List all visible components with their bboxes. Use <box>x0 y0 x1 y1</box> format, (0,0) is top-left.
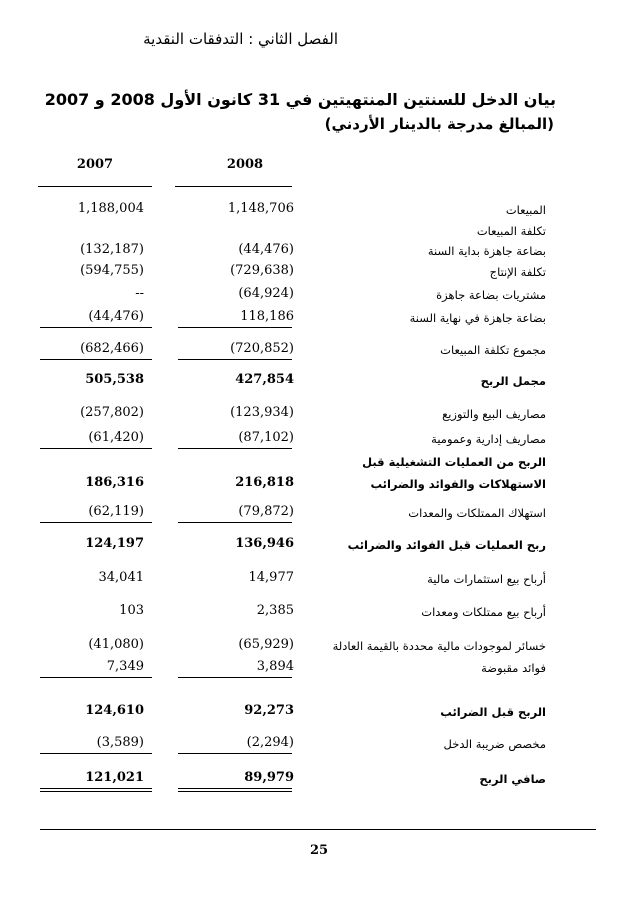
value-2007: 505,538 <box>85 372 144 387</box>
subtotal-rule-2008 <box>178 677 292 678</box>
value-2008: (44,476) <box>238 242 294 257</box>
subtotal-rule-2007 <box>40 522 152 523</box>
row-label: مشتريات بضاعة جاهزة <box>436 288 546 302</box>
value-2007: (62,119) <box>88 504 144 519</box>
value-2008: (729,638) <box>230 263 294 278</box>
value-2007: -- <box>135 286 144 301</box>
value-2007: 124,197 <box>85 536 144 551</box>
value-2008: (65,929) <box>238 637 294 652</box>
subtotal-rule-2008 <box>178 327 292 328</box>
row-label: المبيعات <box>505 203 546 217</box>
row-label: صافي الربح <box>479 772 546 786</box>
footer-rule <box>40 829 596 830</box>
subtotal-rule-2007 <box>40 677 152 678</box>
subtotal-rule-2007 <box>40 327 152 328</box>
row-label: الربح من العمليات التشغيلية قبل <box>362 455 546 469</box>
row-label: بضاعة جاهزة في نهاية السنة <box>409 311 546 325</box>
value-2008: (123,934) <box>230 405 294 420</box>
value-2007: (132,187) <box>80 242 144 257</box>
row-label: تكلفة المبيعات <box>476 224 546 238</box>
value-2007: 7,349 <box>106 659 144 674</box>
value-2007: 124,610 <box>85 703 144 718</box>
column-header-2008: 2008 <box>226 157 264 172</box>
value-2008: (79,872) <box>238 504 294 519</box>
value-2007: 186,316 <box>85 475 144 490</box>
row-label: استهلاك الممتلكات والمعدات <box>408 506 546 520</box>
value-2007: 103 <box>119 603 144 618</box>
value-2008: 1,148,706 <box>227 201 294 216</box>
row-label: أرباح بيع استثمارات مالية <box>427 572 546 586</box>
chapter-heading: الفصل الثاني : التدفقات النقدية <box>143 30 338 48</box>
value-2008: 136,946 <box>235 536 294 551</box>
row-label: بضاعة جاهزة بداية السنة <box>427 244 546 258</box>
row-label: مجمل الربح <box>480 374 546 388</box>
subtotal-rule-2008 <box>178 753 292 754</box>
value-2008: 427,854 <box>235 372 294 387</box>
value-2007: (682,466) <box>80 341 144 356</box>
row-label: مجموع تكلفة المبيعات <box>440 343 546 357</box>
row-label: أرباح بيع ممتلكات ومعدات <box>421 605 546 619</box>
value-2008: 89,979 <box>244 770 294 785</box>
row-label: مصاريف البيع والتوزيع <box>442 407 546 421</box>
subtotal-rule-2008 <box>178 359 292 360</box>
value-2007: (41,080) <box>88 637 144 652</box>
subtotal-rule-2008 <box>178 522 292 523</box>
subtotal-rule-2007 <box>40 448 152 449</box>
column-header-2007: 2007 <box>76 157 114 172</box>
value-2008: (64,924) <box>238 286 294 301</box>
row-label: فوائد مقبوضة <box>481 661 546 675</box>
value-2007: (257,802) <box>80 405 144 420</box>
subtotal-rule-2007 <box>40 753 152 754</box>
value-2008: (87,102) <box>238 430 294 445</box>
row-label: تكلفة الإنتاج <box>489 265 546 279</box>
row-label: خسائر لموجودات مالية محددة بالقيمة العادلة <box>332 639 546 653</box>
value-2007: (594,755) <box>80 263 144 278</box>
column-header-rule-2008 <box>175 186 292 187</box>
total-double-rule-2008 <box>178 788 292 792</box>
value-2008: 3,894 <box>256 659 294 674</box>
value-2007: 121,021 <box>85 770 144 785</box>
value-2007: (44,476) <box>88 309 144 324</box>
statement-subtitle: (المبالغ مدرجة بالدينار الأردني) <box>324 115 554 133</box>
row-label: ربح العمليات قبل الفوائد والضرائب <box>347 538 546 552</box>
value-2008: 2,385 <box>256 603 294 618</box>
row-label: الربح قبل الضرائب <box>440 705 546 719</box>
value-2007: 1,188,004 <box>77 201 144 216</box>
row-label: الاستهلاكات والفوائد والضرائب <box>370 477 546 491</box>
value-2007: (61,420) <box>88 430 144 445</box>
value-2008: (720,852) <box>230 341 294 356</box>
subtotal-rule-2007 <box>40 359 152 360</box>
value-2007: (3,589) <box>96 735 144 750</box>
total-double-rule-2007 <box>40 788 152 792</box>
page-number: 25 <box>309 843 329 858</box>
column-header-rule-2007 <box>38 186 152 187</box>
value-2008: 216,818 <box>235 475 294 490</box>
subtotal-rule-2008 <box>178 448 292 449</box>
statement-title: بيان الدخل للسنتين المنتهيتين في 31 كانون الأول 2008 و 2007 <box>44 90 556 109</box>
value-2008: 118,186 <box>240 309 294 324</box>
value-2008: (2,294) <box>246 735 294 750</box>
value-2008: 14,977 <box>248 570 294 585</box>
value-2008: 92,273 <box>244 703 294 718</box>
row-label: مصاريف إدارية وعمومية <box>431 432 546 446</box>
row-label: مخصص ضريبة الدخل <box>443 737 546 751</box>
value-2007: 34,041 <box>98 570 144 585</box>
